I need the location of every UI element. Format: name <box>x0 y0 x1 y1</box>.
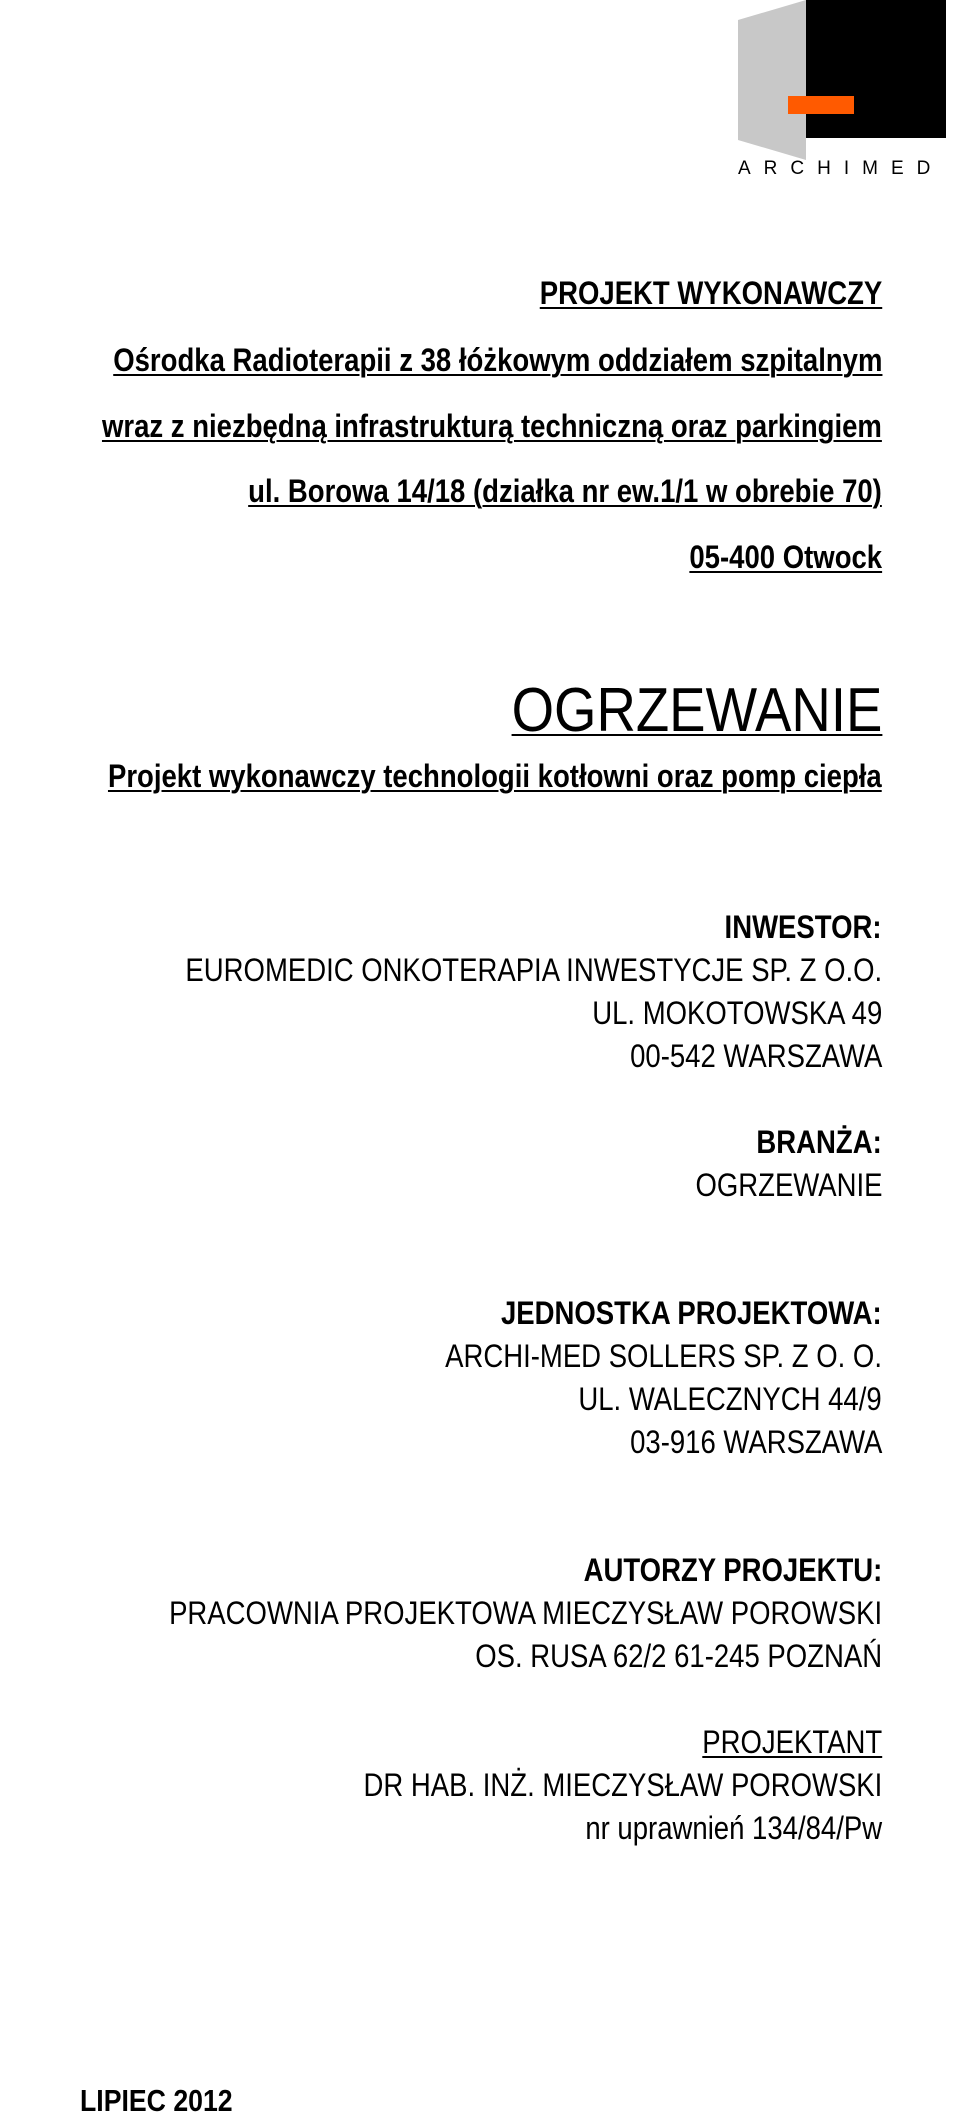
designer-name: DR HAB. INŻ. MIECZYSŁAW POROWSKI <box>363 1767 882 1803</box>
authors-address: OS. RUSA 62/2 61-245 POZNAŃ <box>475 1638 882 1674</box>
authors-office: PRACOWNIA PROJEKTOWA MIECZYSŁAW POROWSKI <box>168 1595 882 1631</box>
design-unit-label: JEDNOSTKA PROJEKTOWA: <box>501 1295 882 1331</box>
project-name-line-2: wraz z niezbędną infrastrukturą techniczną oraz parkingiem <box>102 408 882 444</box>
logo-wordmark: ARCHIMED <box>738 158 944 179</box>
investor-name: EUROMEDIC ONKOTERAPIA INWESTYCJE SP. Z O.O. <box>185 952 882 988</box>
project-city-line: 05-400 Otwock <box>689 539 882 575</box>
investor-city: 00-542 WARSZAWA <box>629 1038 882 1074</box>
investor-street: UL. MOKOTOWSKA 49 <box>591 995 882 1031</box>
archimed-logo <box>738 0 948 185</box>
section-title: OGRZEWANIE <box>511 676 882 745</box>
project-address-line: ul. Borowa 14/18 (działka nr ew.1/1 w obrebie 70) <box>248 473 882 509</box>
design-unit-street: UL. WALECZNYCH 44/9 <box>578 1381 882 1417</box>
designer-label: PROJEKTANT <box>702 1724 882 1760</box>
investor-label: INWESTOR: <box>725 909 882 945</box>
branch-label: BRANŻA: <box>756 1124 882 1160</box>
designer-license: nr uprawnień 134/84/Pw <box>585 1810 882 1846</box>
document-date: LIPIEC 2012 <box>80 2083 233 2118</box>
branch-value: OGRZEWANIE <box>694 1167 882 1203</box>
project-type-title: PROJEKT WYKONAWCZY <box>539 275 882 311</box>
design-unit-name: ARCHI-MED SOLLERS SP. Z O. O. <box>445 1338 882 1374</box>
project-name-line-1: Ośrodka Radioterapii z 38 łóżkowym oddziałem szpitalnym <box>112 342 882 378</box>
section-subtitle: Projekt wykonawczy technologii kotłowni oraz pomp ciepła <box>108 758 882 794</box>
design-unit-city: 03-916 WARSZAWA <box>629 1424 882 1460</box>
authors-label: AUTORZY PROJEKTU: <box>583 1552 882 1588</box>
archimed-logo-mark-icon <box>738 0 948 160</box>
